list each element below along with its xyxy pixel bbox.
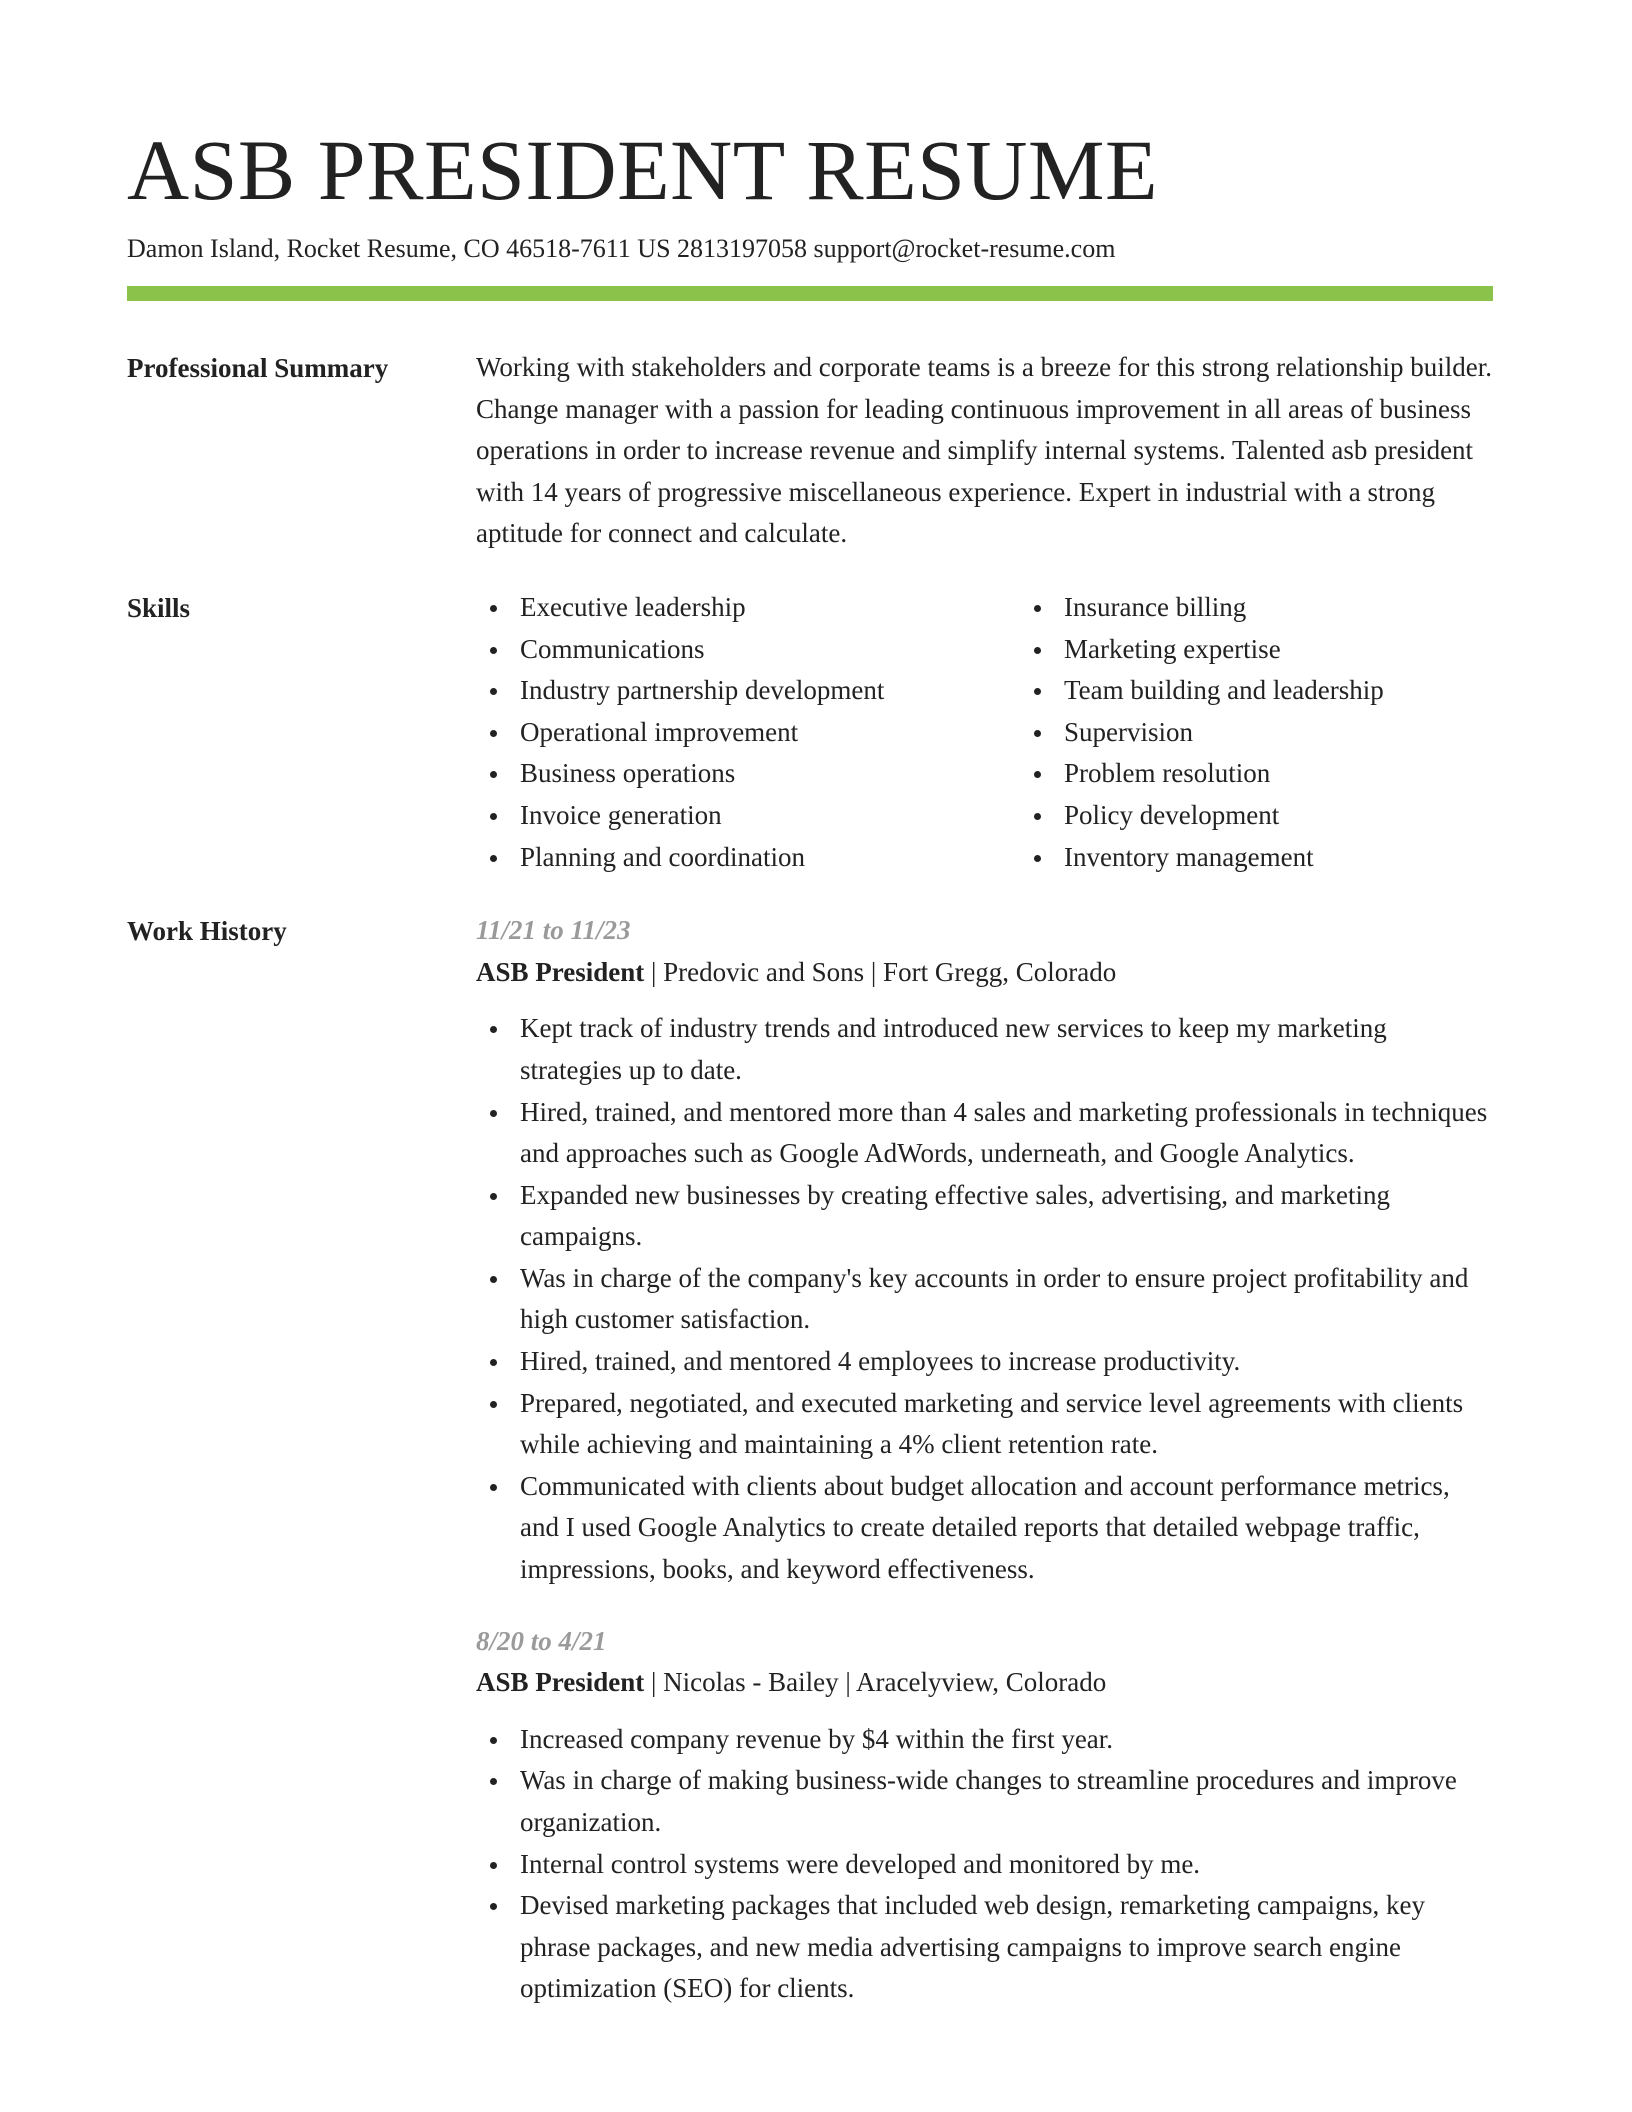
job-bullets <box>476 1719 1493 2010</box>
skill-item: Supervision <box>1064 712 1564 754</box>
section-label-summary: Professional Summary <box>127 353 389 383</box>
skill-item: Marketing expertise <box>1064 629 1564 671</box>
job-bullet: Internal control systems were developed and monitored by me. <box>476 1844 1493 1886</box>
job-bullet: Kept track of industry trends and introduced new services to keep my marketing strategies up to date. <box>476 1008 1493 1091</box>
job-bullet: Was in charge of the company's key accounts in order to ensure project profitability and high customer satisfaction. <box>476 1258 1493 1341</box>
skill-item: Policy development <box>1064 795 1564 837</box>
job-entry <box>476 910 1493 1591</box>
skill-item: Business operations <box>520 753 1020 795</box>
job-heading <box>476 1662 1493 1704</box>
skill-item: Planning and coordination <box>520 837 1020 879</box>
skill-item: Team building and leadership <box>1064 670 1564 712</box>
section-label-skills: Skills <box>127 592 191 623</box>
skills-section <box>127 587 1493 878</box>
skill-item: Inventory management <box>1064 837 1564 879</box>
job-heading <box>476 952 1493 994</box>
accent-divider <box>127 286 1493 301</box>
job-bullet: Expanded new businesses by creating effective sales, advertising, and marketing campaigns. <box>476 1175 1493 1258</box>
job-dates: 8/20 to 4/21 <box>476 1625 607 1656</box>
skills-list-right <box>1020 587 1564 878</box>
job-details: | Nicolas - Bailey | Aracelyview, Colorado <box>644 1667 1107 1698</box>
job-entry <box>476 1621 1493 2010</box>
job-dates: 11/21 to 11/23 <box>476 915 631 946</box>
job-details: | Predovic and Sons | Fort Gregg, Colorado <box>644 956 1117 987</box>
summary-text: Working with stakeholders and corporate teams is a breeze for this strong relationship builder. Change manager with a passion for leading continuous improvement in all areas of business operations in order to increase revenue and simplify internal systems. Talented asb president with 14 years of progressive miscellaneous experience. Expert in industrial with a strong aptitude for connect and calculate. <box>476 352 1493 549</box>
section-label-work: Work History <box>127 916 287 947</box>
skills-list-left <box>476 587 1020 878</box>
job-bullets <box>476 1008 1493 1590</box>
skill-item: Insurance billing <box>1064 587 1564 629</box>
resume-page <box>127 120 1493 2010</box>
work-history-section <box>127 910 1493 2010</box>
professional-summary-section <box>127 347 1493 555</box>
skill-item: Executive leadership <box>520 587 1020 629</box>
skill-item: Problem resolution <box>1064 753 1564 795</box>
skill-item: Invoice generation <box>520 795 1020 837</box>
job-bullet: Prepared, negotiated, and executed marketing and service level agreements with clients while achieving and maintaining a 4% client retention rate. <box>476 1383 1493 1466</box>
job-bullet: Was in charge of making business-wide changes to streamline procedures and improve organization. <box>476 1760 1493 1843</box>
job-title: ASB President <box>476 1667 645 1698</box>
job-bullet: Devised marketing packages that included web design, remarketing campaigns, key phrase packages, and new media advertising campaigns to improve search engine optimization (SEO) for clients. <box>476 1885 1493 2010</box>
skills-lists <box>476 587 1564 878</box>
work-history-body <box>476 910 1493 2010</box>
job-bullet: Hired, trained, and mentored more than 4 sales and marketing professionals in techniques and approaches such as Google AdWords, underneath, and Google Analytics. <box>476 1092 1493 1175</box>
resume-title: ASB PRESIDENT RESUME <box>127 122 1159 218</box>
skill-item: Operational improvement <box>520 712 1020 754</box>
job-bullet: Communicated with clients about budget allocation and account performance metrics, and I used Google Analytics to create detailed reports that detailed webpage traffic, impressions, books, and keyword effectiveness. <box>476 1466 1493 1591</box>
contact-line: Damon Island, Rocket Resume, CO 46518-7611 US 2813197058 support@rocket-resume.com <box>127 234 1116 263</box>
job-bullet: Hired, trained, and mentored 4 employees to increase productivity. <box>476 1341 1493 1383</box>
skill-item: Industry partnership development <box>520 670 1020 712</box>
skill-item: Communications <box>520 629 1020 671</box>
job-bullet: Increased company revenue by $4 within the first year. <box>476 1719 1493 1761</box>
job-title: ASB President <box>476 956 645 987</box>
